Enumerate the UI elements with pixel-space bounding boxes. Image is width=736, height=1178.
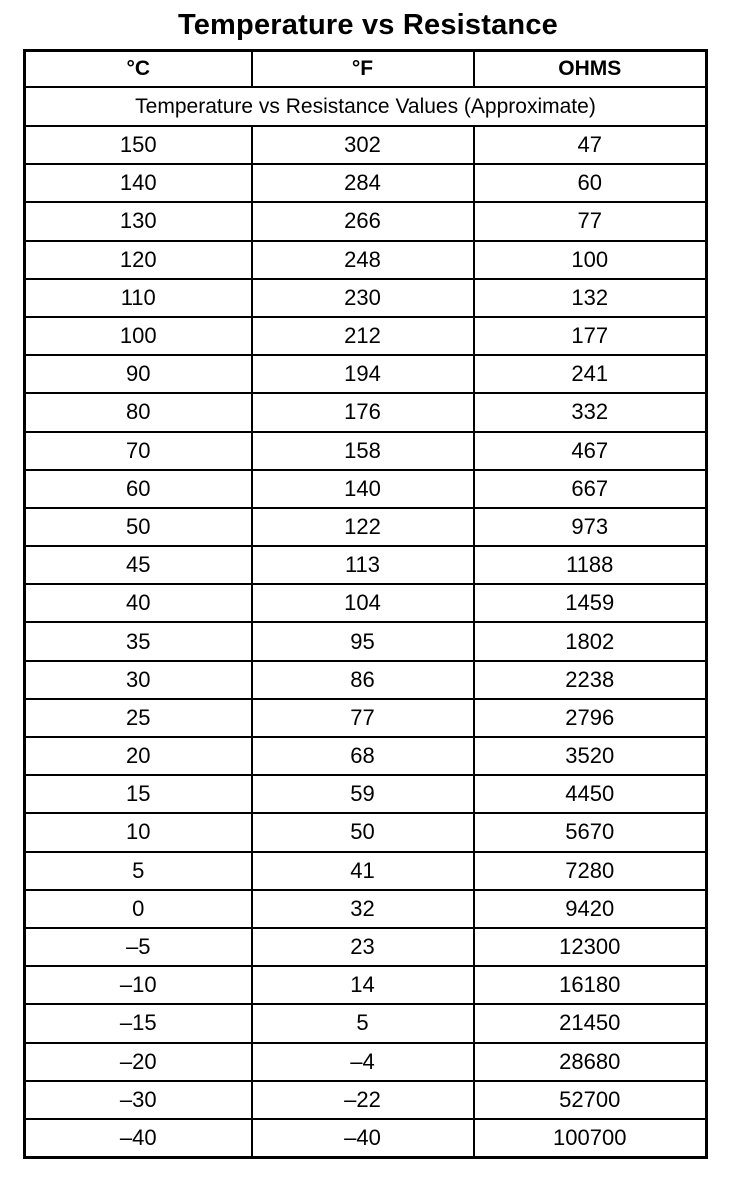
cell-celsius: 90 — [25, 355, 252, 393]
cell-fahrenheit: 95 — [252, 622, 474, 660]
cell-fahrenheit: 140 — [252, 470, 474, 508]
cell-celsius: –15 — [25, 1004, 252, 1042]
cell-celsius: 0 — [25, 890, 252, 928]
cell-ohms: 2796 — [474, 699, 707, 737]
table-row — [25, 622, 707, 660]
cell-ohms: 100700 — [474, 1119, 707, 1158]
cell-ohms: 667 — [474, 470, 707, 508]
cell-celsius: 80 — [25, 393, 252, 431]
table-row — [25, 546, 707, 584]
cell-fahrenheit: 68 — [252, 737, 474, 775]
cell-ohms: 2238 — [474, 661, 707, 699]
header-fahrenheit: °F — [252, 51, 474, 88]
table-row — [25, 355, 707, 393]
cell-celsius: 130 — [25, 202, 252, 240]
cell-fahrenheit: 113 — [252, 546, 474, 584]
cell-fahrenheit: 122 — [252, 508, 474, 546]
cell-fahrenheit: 5 — [252, 1004, 474, 1042]
cell-celsius: 10 — [25, 813, 252, 851]
cell-ohms: 77 — [474, 202, 707, 240]
cell-fahrenheit: –4 — [252, 1043, 474, 1081]
cell-ohms: 177 — [474, 317, 707, 355]
cell-celsius: 25 — [25, 699, 252, 737]
cell-celsius: 40 — [25, 584, 252, 622]
header-row — [25, 51, 707, 88]
cell-ohms: 5670 — [474, 813, 707, 851]
cell-celsius: 110 — [25, 279, 252, 317]
cell-fahrenheit: 59 — [252, 775, 474, 813]
table-row — [25, 279, 707, 317]
cell-ohms: 16180 — [474, 966, 707, 1004]
cell-fahrenheit: 266 — [252, 202, 474, 240]
cell-fahrenheit: 158 — [252, 432, 474, 470]
cell-celsius: –10 — [25, 966, 252, 1004]
table-row — [25, 737, 707, 775]
cell-celsius: –20 — [25, 1043, 252, 1081]
cell-ohms: 241 — [474, 355, 707, 393]
table-row — [25, 852, 707, 890]
table-row — [25, 1004, 707, 1042]
table-row — [25, 508, 707, 546]
cell-ohms: 52700 — [474, 1081, 707, 1119]
cell-fahrenheit: 248 — [252, 241, 474, 279]
cell-celsius: –40 — [25, 1119, 252, 1158]
cell-ohms: 9420 — [474, 890, 707, 928]
cell-ohms: 12300 — [474, 928, 707, 966]
table-row — [25, 813, 707, 851]
cell-celsius: 140 — [25, 164, 252, 202]
table-row — [25, 890, 707, 928]
cell-fahrenheit: 212 — [252, 317, 474, 355]
table-row — [25, 393, 707, 431]
table-row — [25, 699, 707, 737]
cell-ohms: 60 — [474, 164, 707, 202]
temperature-resistance-table — [23, 49, 708, 1159]
table-row — [25, 202, 707, 240]
header-celsius: °C — [25, 51, 252, 88]
table-row — [25, 432, 707, 470]
cell-fahrenheit: 77 — [252, 699, 474, 737]
cell-ohms: 332 — [474, 393, 707, 431]
table-row — [25, 966, 707, 1004]
header-ohms: OHMS — [474, 51, 707, 88]
cell-celsius: 60 — [25, 470, 252, 508]
cell-celsius: 150 — [25, 126, 252, 164]
cell-celsius: 5 — [25, 852, 252, 890]
cell-ohms: 467 — [474, 432, 707, 470]
cell-celsius: 15 — [25, 775, 252, 813]
table-row — [25, 1081, 707, 1119]
subtitle-row — [25, 87, 707, 126]
cell-fahrenheit: 194 — [252, 355, 474, 393]
cell-ohms: 3520 — [474, 737, 707, 775]
cell-ohms: 7280 — [474, 852, 707, 890]
cell-ohms: 21450 — [474, 1004, 707, 1042]
cell-fahrenheit: 23 — [252, 928, 474, 966]
cell-celsius: 100 — [25, 317, 252, 355]
cell-celsius: –30 — [25, 1081, 252, 1119]
cell-fahrenheit: 302 — [252, 126, 474, 164]
table-row — [25, 928, 707, 966]
cell-celsius: 50 — [25, 508, 252, 546]
table-row — [25, 470, 707, 508]
cell-fahrenheit: 41 — [252, 852, 474, 890]
cell-ohms: 4450 — [474, 775, 707, 813]
table-row — [25, 126, 707, 164]
cell-ohms: 1802 — [474, 622, 707, 660]
cell-celsius: 35 — [25, 622, 252, 660]
table-row — [25, 1043, 707, 1081]
table-subtitle: Temperature vs Resistance Values (Approximate) — [25, 87, 707, 126]
table-row — [25, 584, 707, 622]
table-row — [25, 164, 707, 202]
cell-fahrenheit: –22 — [252, 1081, 474, 1119]
table-row — [25, 775, 707, 813]
cell-ohms: 47 — [474, 126, 707, 164]
cell-fahrenheit: 104 — [252, 584, 474, 622]
cell-fahrenheit: 32 — [252, 890, 474, 928]
cell-ohms: 1459 — [474, 584, 707, 622]
cell-fahrenheit: 14 — [252, 966, 474, 1004]
cell-ohms: 28680 — [474, 1043, 707, 1081]
cell-fahrenheit: 50 — [252, 813, 474, 851]
table-row — [25, 661, 707, 699]
cell-fahrenheit: 176 — [252, 393, 474, 431]
page-title: Temperature vs Resistance — [177, 9, 559, 41]
cell-ohms: 973 — [474, 508, 707, 546]
cell-celsius: 20 — [25, 737, 252, 775]
cell-celsius: 120 — [25, 241, 252, 279]
cell-ohms: 132 — [474, 279, 707, 317]
cell-fahrenheit: 284 — [252, 164, 474, 202]
cell-celsius: 45 — [25, 546, 252, 584]
cell-fahrenheit: 86 — [252, 661, 474, 699]
table-row — [25, 1119, 707, 1158]
cell-fahrenheit: 230 — [252, 279, 474, 317]
table-row — [25, 241, 707, 279]
cell-celsius: 70 — [25, 432, 252, 470]
cell-ohms: 100 — [474, 241, 707, 279]
cell-celsius: 30 — [25, 661, 252, 699]
cell-fahrenheit: –40 — [252, 1119, 474, 1158]
cell-ohms: 1188 — [474, 546, 707, 584]
cell-celsius: –5 — [25, 928, 252, 966]
table-row — [25, 317, 707, 355]
